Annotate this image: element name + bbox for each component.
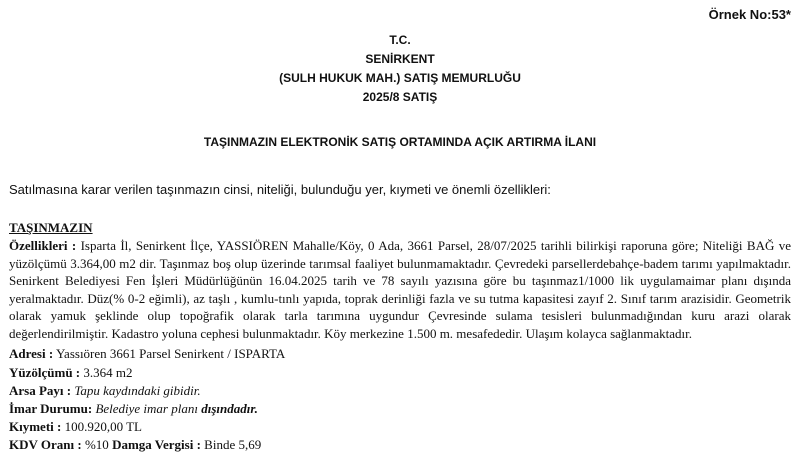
valuation-label: Kıymeti : (9, 419, 62, 434)
address-row (9, 346, 285, 362)
intro-text: Satılmasına karar verilen taşınmazın cinsi, niteliği, bulunduğu yer, kıymeti ve önemli özellikleri: (9, 182, 551, 197)
section-heading: TAŞINMAZIN (9, 220, 93, 235)
announcement-title: TAŞINMAZIN ELEKTRONİK SATIŞ ORTAMINDA AÇIK ARTIRMA İLANI (203, 135, 597, 149)
zoning-value: Belediye imar planı (95, 401, 198, 416)
zoning-row (9, 401, 258, 417)
area-label: Yüzölçümü : (9, 365, 81, 380)
details-text: Isparta İl, Senirkent İlçe, YASSIÖREN Mahalle/Köy, 0 Ada, 3661 Parsel, 28/07/2025 tarihli bilirkişi raporuna göre; Niteliği BAĞ ve yüzölçümü 3.364,00 m2 dir. Taşınmaz boş olup üzerinde tarımsal faaliyet bulunmamaktadır. Çevredeki parsellerdebahçe-badem tarımı yapılmaktadır. Senirkent Belediyesi Fen İşleri Müdürlüğünün 16.04.2025 tarih ve 78 sayılı yazısına göre bu taşınmaz1/1000 lik uygulamaimar planı dışında yeralmaktadır. Düz(% 0-2 eğimli), az taşlı , kumlu-tınlı yapıda, toprak derinliği fazla ve su tutma kapasitesi zayıf 2. Sınıf tarım arazisidir. Geometrik olarak yamuk şeklinde olup topoğrafik olarak tarla tarımına uygundur Çevresinde sulama tesisleri bulunmadığından kuru arazi olarak değerlendirilmiştir. Kadastro yoluna cephesi bulunmaktadır. Köy merkezine 1.500 m. mesafededir. Ulaşım kolayca sağlanmaktadır. (9, 238, 792, 341)
address-value: Yassıören 3661 Parsel Senirkent / ISPARTA (55, 346, 286, 361)
land-share-value: Tapu kaydındaki gibidir. (74, 383, 201, 398)
header-line-office: (SULH HUKUK MAH.) SATIŞ MEMURLUĞU (279, 71, 521, 85)
header-line-tc: T.C. (389, 33, 411, 47)
vat-label: KDV Oranı : (9, 437, 82, 452)
details-label: Özellikleri : (9, 238, 77, 253)
land-share-row (9, 383, 201, 399)
vat-value: %10 (84, 437, 109, 452)
address-label: Adresi : (9, 346, 54, 361)
zoning-label: İmar Durumu: (9, 401, 93, 416)
land-share-label: Arsa Payı : (9, 383, 72, 398)
court-header (0, 31, 800, 107)
area-row (9, 365, 133, 381)
header-line-district: SENİRKENT (365, 52, 435, 66)
sample-number: Örnek No:53* (708, 7, 791, 22)
valuation-value: 100.920,00 TL (64, 419, 142, 434)
valuation-row (9, 419, 142, 435)
zoning-value-bold: dışındadır. (201, 401, 258, 416)
property-details (9, 237, 791, 343)
tax-row (9, 437, 261, 453)
area-value: 3.364 m2 (83, 365, 133, 380)
stamp-tax-label: Damga Vergisi : (112, 437, 201, 452)
header-line-case: 2025/8 SATIŞ (362, 90, 438, 104)
stamp-tax-value: Binde 5,69 (204, 437, 262, 452)
